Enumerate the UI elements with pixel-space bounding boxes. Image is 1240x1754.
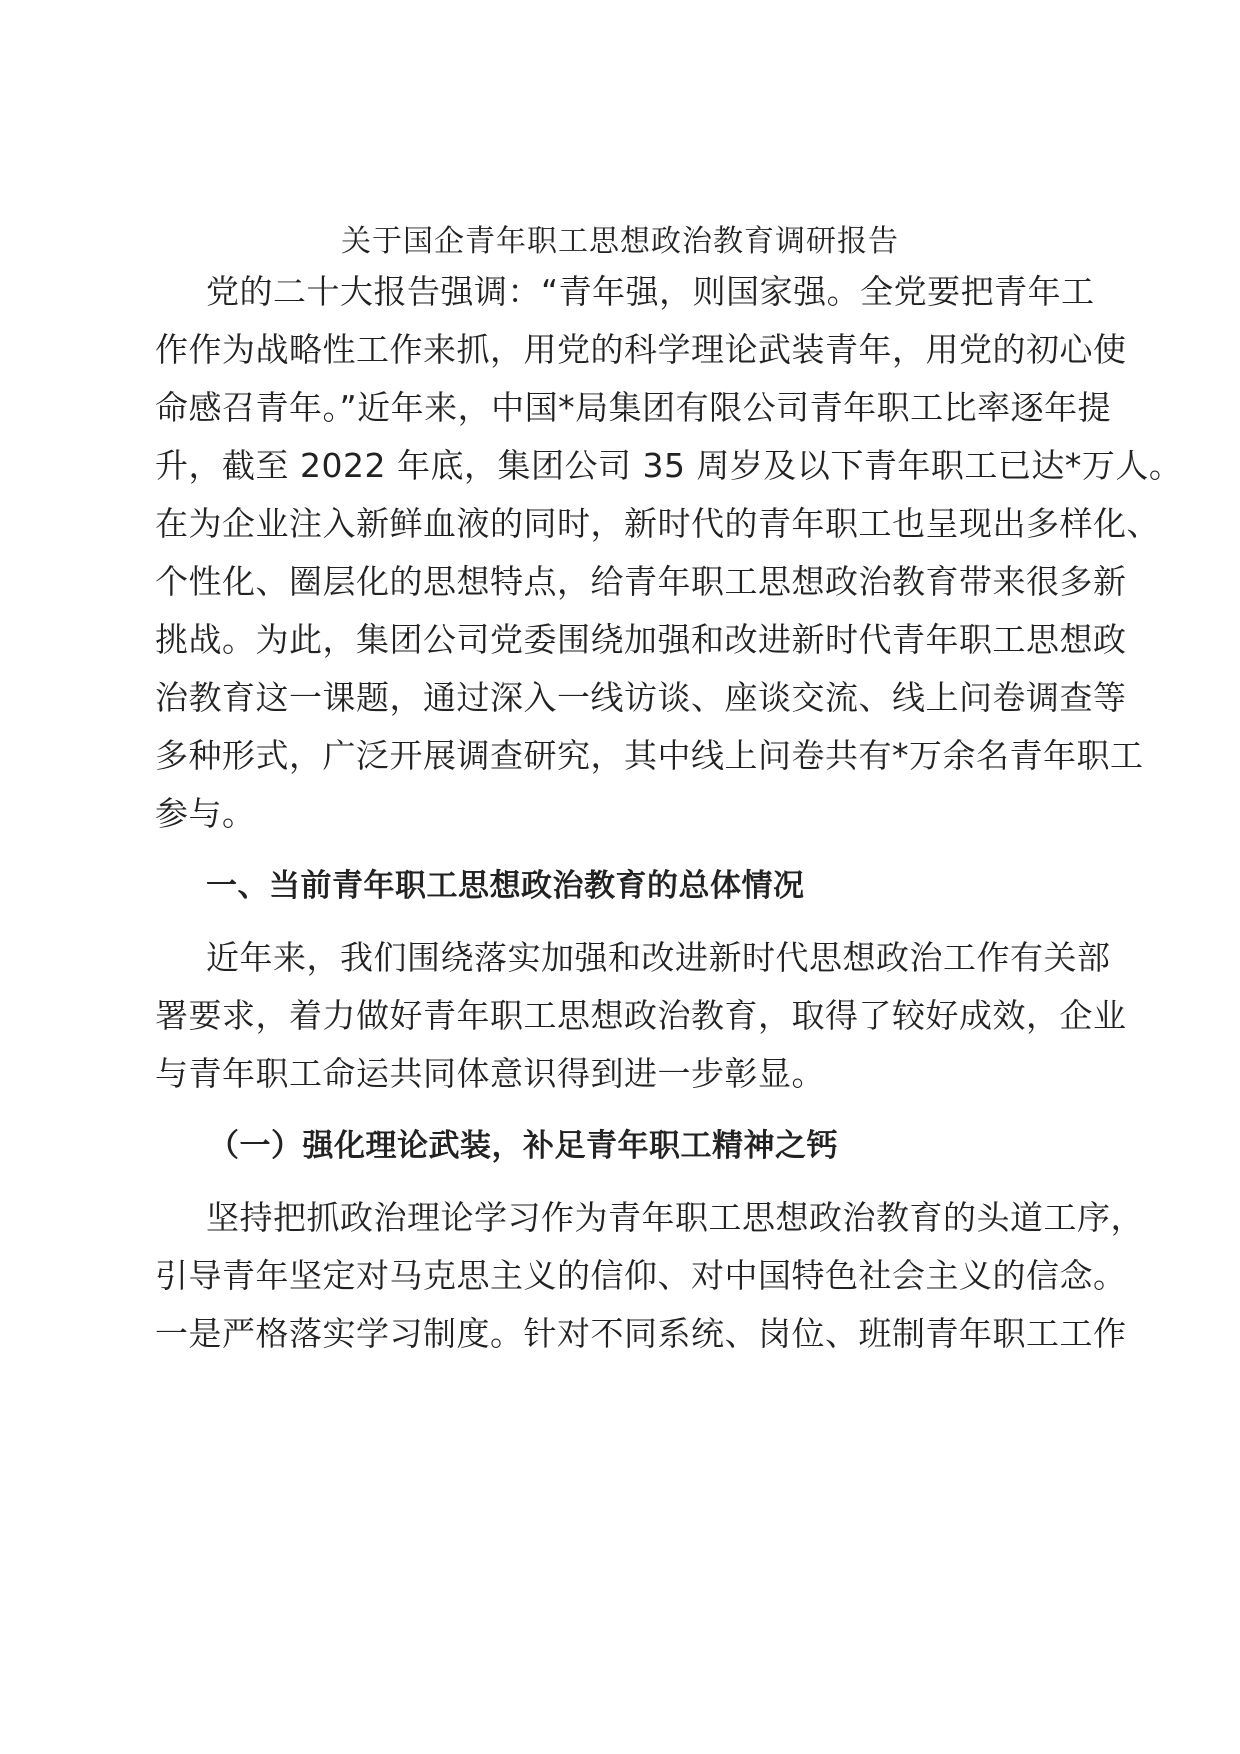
intro-line: 参与。 bbox=[155, 794, 256, 833]
intro-line: 治教育这一课题，通过深入一线访谈、座谈交流、线上问卷调查等 bbox=[155, 678, 1127, 717]
intro-line: 在为企业注入新鲜血液的同时，新时代的青年职工也呈现出多样化、 bbox=[155, 504, 1160, 543]
intro-line: 升，截至 2022 年底，集团公司 35 周岁及以下青年职工已达*万人。 bbox=[155, 446, 1183, 485]
intro-line: 多种形式，广泛开展调查研究，其中线上问卷共有*万余名青年职工 bbox=[155, 736, 1144, 775]
section-line: 与青年职工命运共同体意识得到进一步彰显。 bbox=[155, 1054, 825, 1093]
intro-line: 党的二十大报告强调：“青年强，则国家强。全党要把青年工 bbox=[206, 272, 1095, 311]
subsection-line: 坚持把抓政治理论学习作为青年职工思想政治教育的头道工序， bbox=[206, 1198, 1144, 1237]
section-line: 署要求，着力做好青年职工思想政治教育，取得了较好成效，企业 bbox=[155, 996, 1127, 1035]
document-title: 关于国企青年职工思想政治教育调研报告 bbox=[341, 224, 899, 259]
subsection-line: 引导青年坚定对马克思主义的信仰、对中国特色社会主义的信念。 bbox=[155, 1256, 1127, 1295]
intro-line: 命感召青年。”近年来，中国*局集团有限公司青年职工比率逐年提 bbox=[155, 388, 1112, 427]
section-line: 近年来，我们围绕落实加强和改进新时代思想政治工作有关部 bbox=[206, 938, 1111, 977]
section-heading: 一、当前青年职工思想政治教育的总体情况 bbox=[206, 868, 805, 904]
subsection-heading: （一）强化理论武装，补足青年职工精神之钙 bbox=[208, 1128, 838, 1164]
subsection-line: 一是严格落实学习制度。针对不同系统、岗位、班制青年职工工作 bbox=[155, 1314, 1127, 1353]
intro-line: 挑战。为此，集团公司党委围绕加强和改进新时代青年职工思想政 bbox=[155, 620, 1127, 659]
intro-line: 个性化、圈层化的思想特点，给青年职工思想政治教育带来很多新 bbox=[155, 562, 1127, 601]
intro-line: 作作为战略性工作来抓，用党的科学理论武装青年，用党的初心使 bbox=[155, 330, 1127, 369]
